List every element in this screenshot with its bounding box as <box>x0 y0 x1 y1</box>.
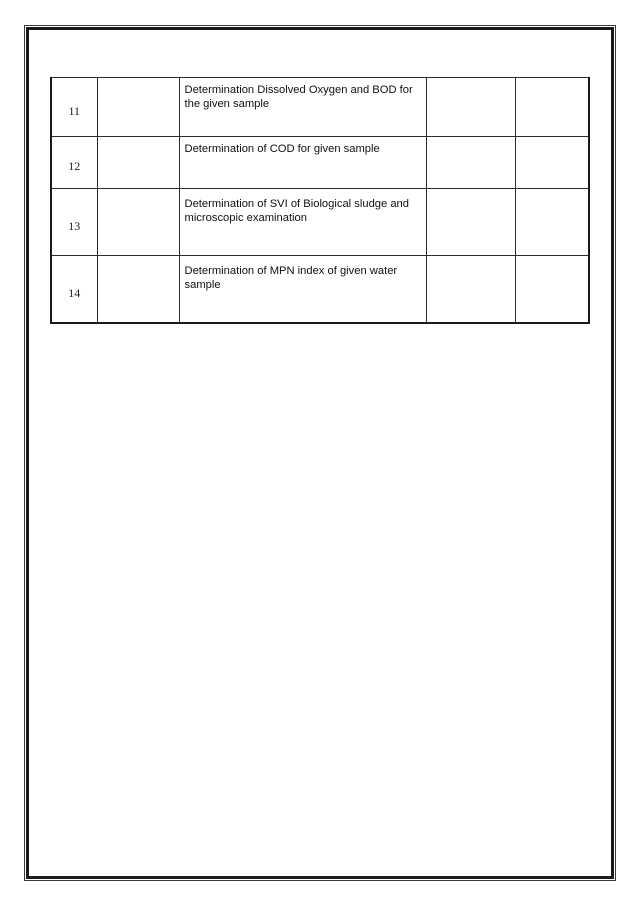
experiment-number-cell <box>51 137 97 189</box>
sign-cell <box>426 78 515 137</box>
date-cell <box>97 137 179 189</box>
experiment-number-cell <box>51 189 97 256</box>
sign-cell <box>426 189 515 256</box>
remarks-cell <box>515 189 589 256</box>
experiment-number: 12 <box>68 159 81 173</box>
experiment-number: 14 <box>68 285 81 300</box>
date-cell <box>97 189 179 256</box>
table-row <box>51 256 589 324</box>
table-row <box>51 189 589 256</box>
remarks-cell <box>515 256 589 324</box>
sign-cell <box>426 137 515 189</box>
experiment-number: 13 <box>68 218 81 233</box>
experiment-number-cell <box>51 78 97 137</box>
experiment-title: Determination of MPN index of given water sample <box>179 256 426 324</box>
remarks-cell <box>515 137 589 189</box>
experiment-table <box>50 77 590 324</box>
experiment-title: Determination of COD for given sample <box>179 137 426 189</box>
experiment-number: 11 <box>68 103 81 118</box>
date-cell <box>97 78 179 137</box>
experiment-title: Determination of SVI of Biological sludge and microscopic examination <box>179 189 426 256</box>
experiment-title: Determination Dissolved Oxygen and BOD for the given sample <box>179 78 426 137</box>
date-cell <box>97 256 179 324</box>
experiment-number-cell <box>51 256 97 324</box>
sign-cell <box>426 256 515 324</box>
table-row <box>51 78 589 137</box>
remarks-cell <box>515 78 589 137</box>
table-row <box>51 137 589 189</box>
